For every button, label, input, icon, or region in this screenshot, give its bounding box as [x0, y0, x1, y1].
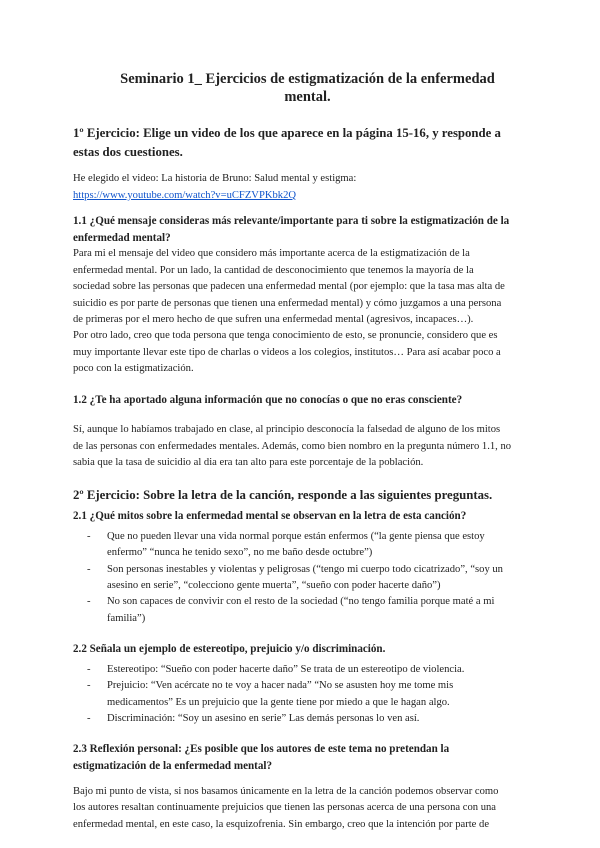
answer-2-3: Bajo mi punto de vista, si nos basamos únicamente en la letra de la canción podemos observar como los autores resaltan continuamente prejuicios que tienen las personas acerca de una persona con una enfermedad mental, en este caso, la esquizofrenia. Sin embargo, creo que la intención por parte de	[73, 785, 499, 830]
list-item: - Discriminación: “Soy un asesino en serie” Las demás personas lo ven así.	[73, 711, 512, 727]
chosen-video-text: He elegido el video: La historia de Bruno: Salud mental y estigma:	[73, 173, 357, 185]
question-2-1: 2.1 ¿Qué mitos sobre la enfermedad mental se observan en la letra de esta canción?	[73, 510, 467, 523]
question-2-3: 2.3 Reflexión personal: ¿Es posible que los autores de este tema no pretendan la estigmatización de la enfermedad mental?	[73, 743, 450, 773]
examples-list	[73, 662, 512, 728]
answer-1-2: Sí, aunque lo habíamos trabajado en clase, al principio desconocía la falsedad de alguno de los mitos de las personas con enfermedades mentales. Además, como bien nombro en la pregunta número 1.1, no sabia que la tasa de suicidio al dia era tan alto para este porcentaje de la población.	[73, 424, 512, 469]
list-item: - Son personas inestables y violentas y peligrosas (“tengo mi cuerpo todo cicatrizado”, “soy un asesino en serie”, “colecciono gente muerta”, “sueño con poder hacerte daño”)	[73, 562, 512, 595]
answer-1-1-paragraph-2: Por otro lado, creo que toda persona que tenga conocimiento de esto, se pronuncie, considero que es muy importante llevar este tipo de charlas o videos a los colegios, institutos… Para así acabar poco a poco con la estigmatización.	[73, 330, 501, 375]
list-item: - Que no pueden llevar una vida normal porque están enfermos (“la gente piensa que estoy enfermo” “nunca he tenido sexo”, no me baño desde octubre”)	[73, 529, 512, 562]
question-2-2: 2.2 Señala un ejemplo de estereotipo, prejuicio y/o discriminación.	[73, 643, 386, 656]
question-1-2: 1.2 ¿Te ha aportado alguna información que no conocías o que no eras consciente?	[73, 393, 463, 406]
video-link[interactable]: https://www.youtube.com/watch?v=uCFZVPKbk2Q	[73, 189, 297, 201]
exercise-1-heading: 1º Ejercicio: Elige un video de los que aparece en la página 15-16, y responde a estas dos cuestiones.	[73, 126, 501, 159]
list-item: - Prejuicio: “Ven acércate no te voy a hacer nada” “No se asusten hoy me tome mis medicamentos” Es un prejuicio que la gente tiene por miedo a que le hagan algo.	[73, 678, 512, 711]
question-1-1: 1.1 ¿Qué mensaje consideras más relevante/importante para ti sobre la estigmatización de la enfermedad mental?	[73, 215, 510, 244]
document-title: Seminario 1_ Ejercicios de estigmatización de la enfermedad mental.	[120, 71, 495, 106]
list-item: - No son capaces de convivir con el resto de la sociedad (“no tengo familia porque maté a mi familia”)	[73, 594, 512, 627]
myths-list	[73, 529, 512, 627]
answer-1-1-paragraph-1: Para mi el mensaje del video que considero más importante acerca de la estigmatización de la enfermedad mental. Por un lado, la cantidad de desconocimiento que tenemos la mayoría de la sociedad sobre las personas que padecen una enfermedad mental (por ejemplo: que la tasa mas alta de suicidio es por parte de personas que tienen una enfermedad mental) y cómo juzgamos a una persona de primeras por el mero hecho de que sufren una enfermedad mental (agresivos, incapaces…).	[73, 248, 505, 326]
list-item: - Estereotipo: “Sueño con poder hacerte daño” Se trata de un estereotipo de violencia.	[73, 662, 512, 678]
exercise-2-heading: 2º Ejercicio: Sobre la letra de la canción, responde a las siguientes preguntas.	[73, 487, 493, 502]
